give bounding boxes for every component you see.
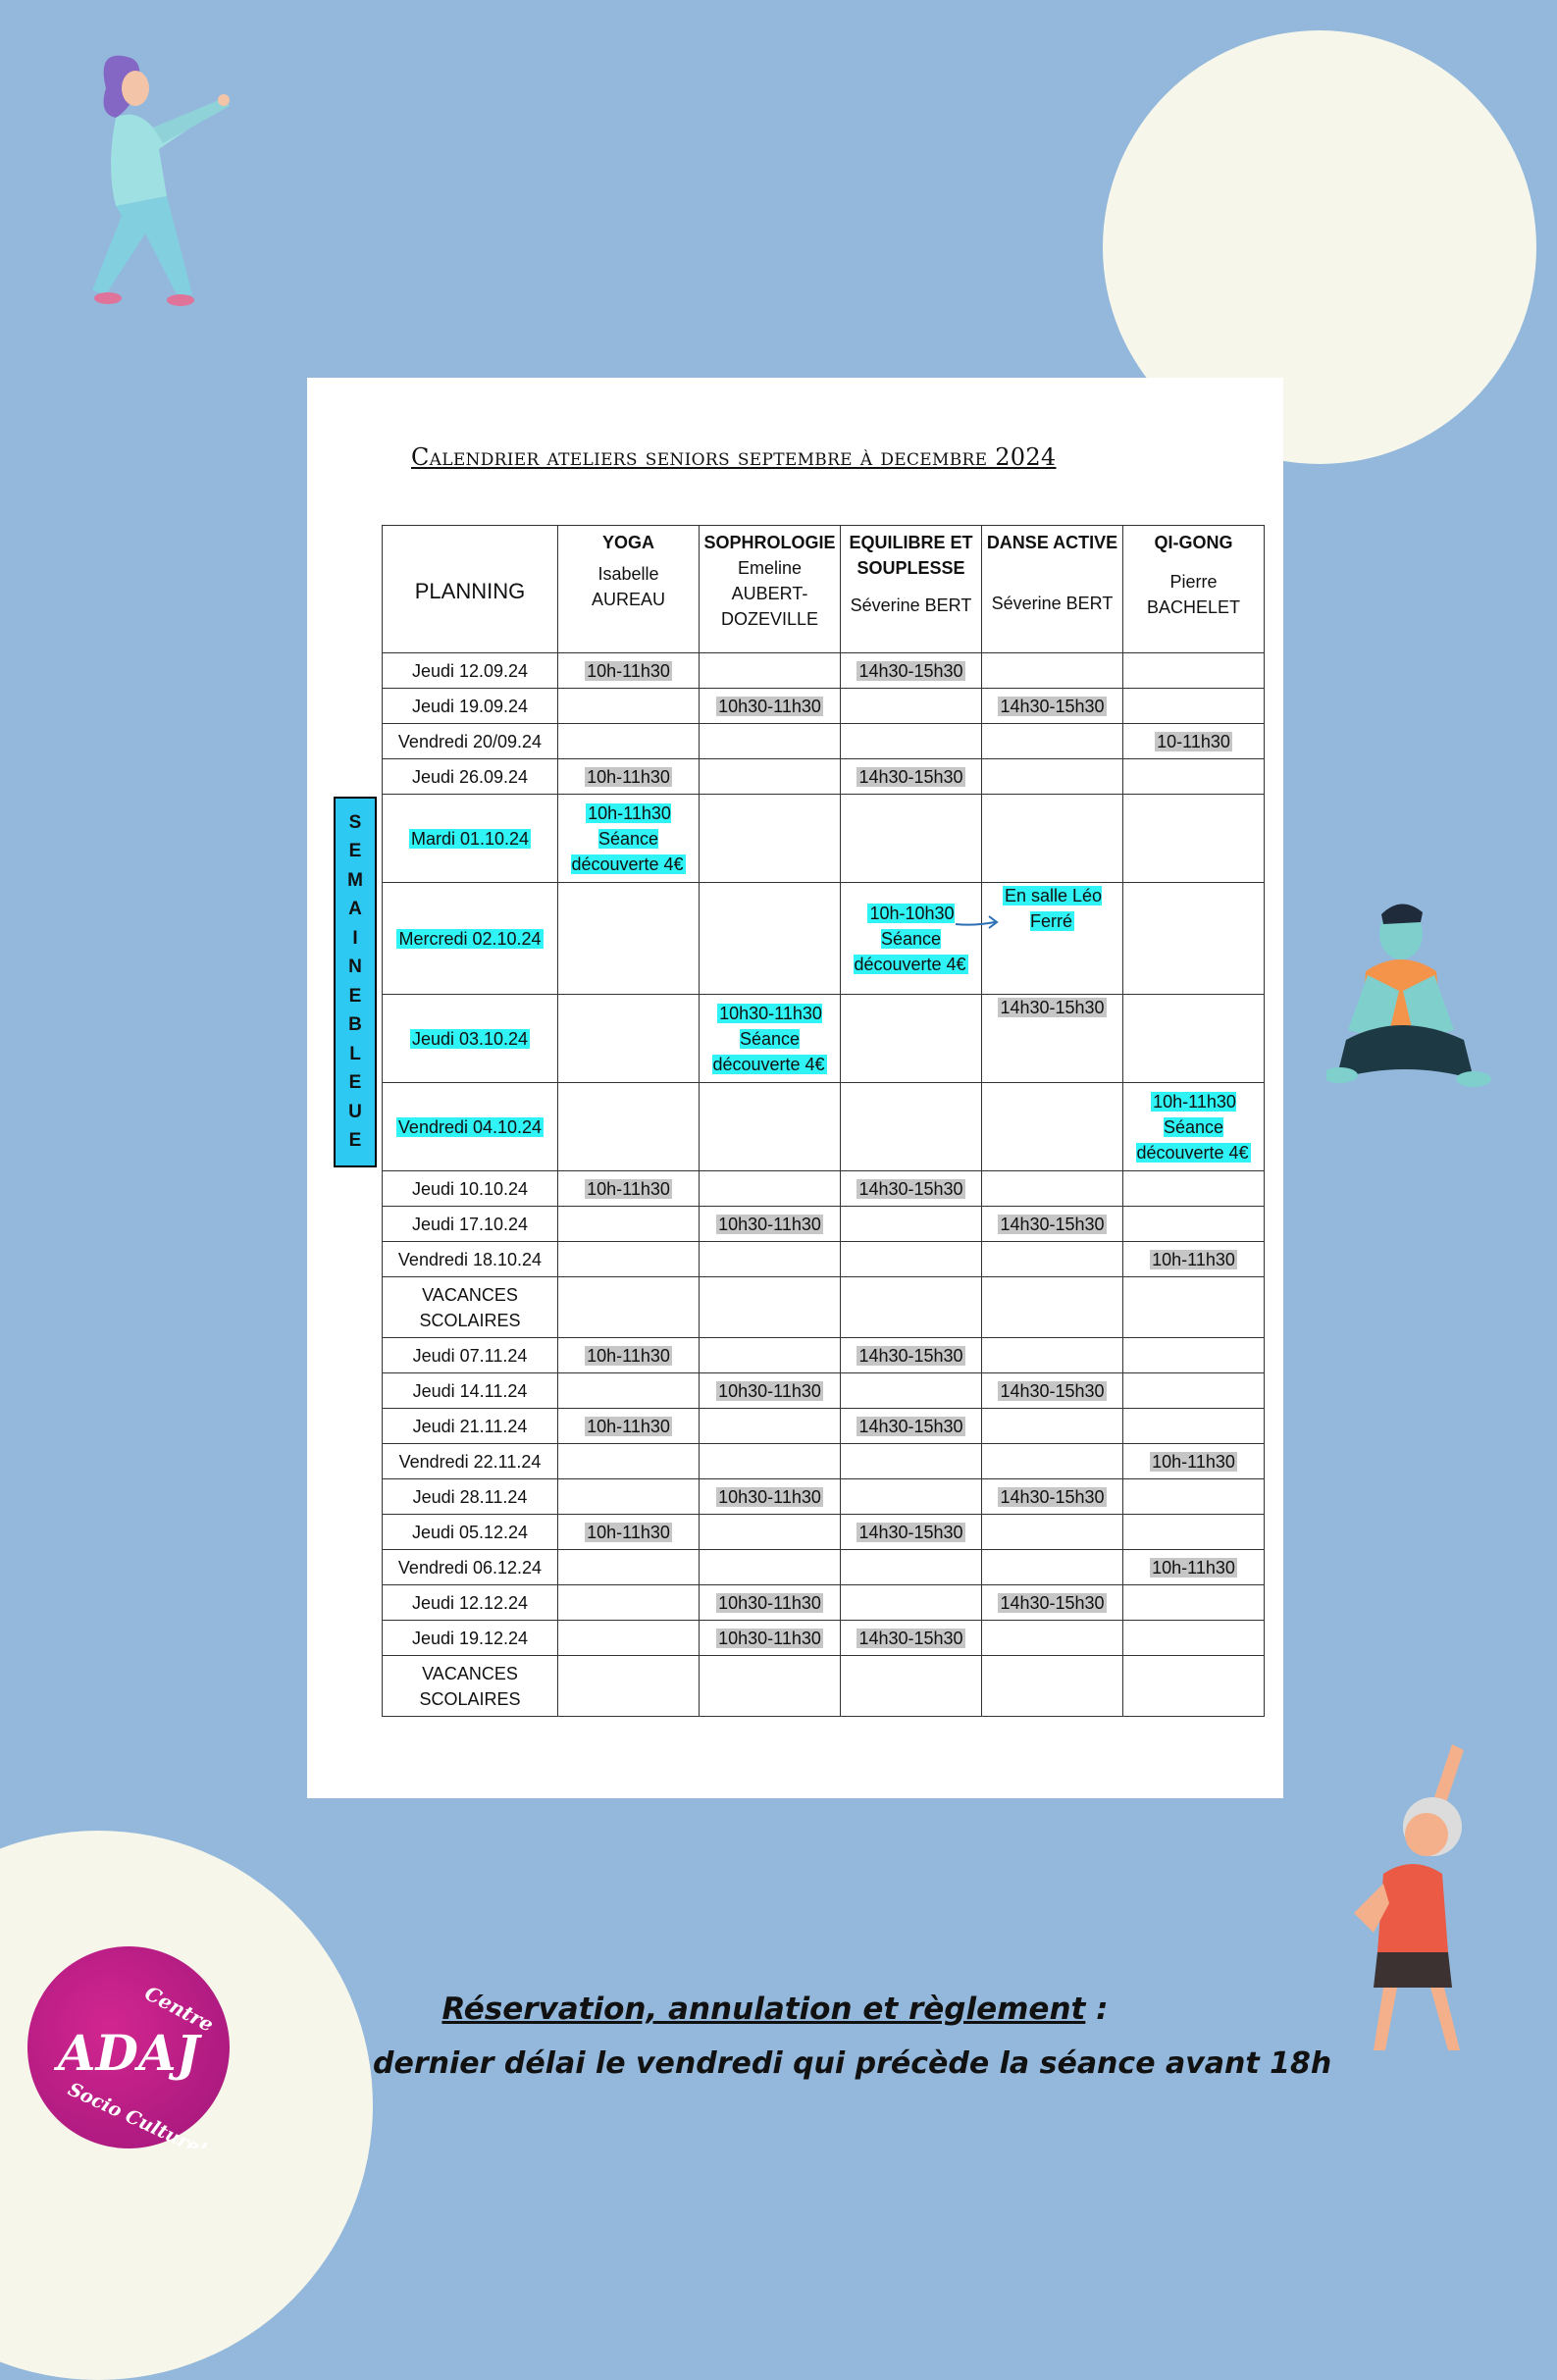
session-cell (982, 1171, 1123, 1207)
table-row (383, 1479, 1265, 1515)
session-cell (982, 1083, 1123, 1171)
session-time: 14h30-15h30 (858, 1178, 963, 1199)
date-cell (383, 724, 558, 759)
header-equilibre (841, 526, 982, 653)
header-danse-label: DANSE ACTIVE (986, 533, 1118, 552)
table-row (383, 1621, 1265, 1656)
session-cell (1123, 1585, 1265, 1621)
session-cell (841, 759, 982, 795)
session-cell (982, 1409, 1123, 1444)
header-planning-label: PLANNING (414, 578, 526, 603)
semaine-bleue-letter: E (348, 1130, 362, 1152)
session-cell (841, 1656, 982, 1717)
session-cell (1123, 759, 1265, 795)
session-time: 10-11h30 (1157, 731, 1230, 751)
session-cell (1123, 995, 1265, 1083)
table-row (383, 1585, 1265, 1621)
session-cell (700, 1207, 841, 1242)
session-cell (558, 1338, 700, 1373)
session-cell (982, 1373, 1123, 1409)
session-time: 10h-11h30 Séance découverte 4€ (1136, 1091, 1249, 1163)
semaine-bleue-letter: B (348, 1014, 362, 1036)
session-cell (841, 1207, 982, 1242)
table-row (383, 1550, 1265, 1585)
date-cell (383, 689, 558, 724)
header-planning (383, 526, 558, 653)
session-cell (982, 1338, 1123, 1373)
header-qigong-instructor: Pierre BACHELET (1146, 572, 1241, 617)
session-cell (700, 1550, 841, 1585)
session-cell (982, 1515, 1123, 1550)
session-time: 10h30-11h30 (718, 1592, 821, 1613)
semaine-bleue-letter: I (352, 927, 358, 949)
session-cell (1123, 1550, 1265, 1585)
session-cell (841, 1171, 982, 1207)
session-cell (700, 1242, 841, 1277)
session-time: 10h-11h30 (587, 660, 670, 681)
session-cell (558, 1277, 700, 1338)
footer-deadline: dernier délai le vendredi qui précède la séance avant 18h (373, 2046, 1332, 2081)
table-row (383, 1515, 1265, 1550)
date-label: Jeudi 03.10.24 (411, 1028, 529, 1049)
session-cell (841, 1242, 982, 1277)
schedule-table (382, 525, 1265, 1717)
header-yoga-instructor: Isabelle AUREAU (591, 564, 665, 609)
session-cell (1123, 1656, 1265, 1717)
date-cell (383, 795, 558, 883)
session-cell (982, 1277, 1123, 1338)
session-cell (841, 1409, 982, 1444)
date-cell (383, 1373, 558, 1409)
session-cell (1123, 689, 1265, 724)
session-time: 10h30-11h30 Séance découverte 4€ (712, 1003, 825, 1074)
table-row (383, 1656, 1265, 1717)
header-sophrologie-label: SOPHROLOGIE (703, 533, 836, 552)
session-cell (982, 1207, 1123, 1242)
session-cell (1123, 1409, 1265, 1444)
session-cell (982, 1242, 1123, 1277)
session-cell (700, 1444, 841, 1479)
date-cell (383, 1409, 558, 1444)
session-cell (982, 1479, 1123, 1515)
table-row (383, 1373, 1265, 1409)
date-label: Jeudi 12.09.24 (411, 660, 529, 681)
session-time: 14h30-15h30 (858, 660, 963, 681)
session-time: 14h30-15h30 (858, 1522, 963, 1542)
date-label: VACANCES SCOLAIRES (419, 1663, 521, 1709)
session-cell (1123, 1621, 1265, 1656)
senior-woman-stretching-illustration (1315, 1736, 1491, 2070)
semaine-bleue-letter: E (348, 841, 362, 862)
semaine-bleue-letter: A (348, 899, 362, 920)
session-cell (841, 689, 982, 724)
semaine-bleue-label (334, 797, 377, 1167)
session-cell (700, 1515, 841, 1550)
table-row (383, 1338, 1265, 1373)
header-yoga (558, 526, 700, 653)
header-qigong (1123, 526, 1265, 653)
table-row (383, 1171, 1265, 1207)
session-time: 10h-11h30 (587, 1522, 670, 1542)
session-cell (1123, 1338, 1265, 1373)
session-cell (558, 724, 700, 759)
header-yoga-label: YOGA (601, 533, 654, 552)
date-label: VACANCES SCOLAIRES (419, 1284, 521, 1330)
session-time: 10h30-11h30 (718, 1214, 821, 1234)
table-row (383, 995, 1265, 1083)
header-qigong-label: QI-GONG (1154, 533, 1233, 552)
session-cell (558, 995, 700, 1083)
session-cell (982, 1585, 1123, 1621)
date-label: Jeudi 19.12.24 (411, 1628, 529, 1648)
session-time: 14h30-15h30 (1000, 1214, 1105, 1234)
date-label: Jeudi 05.12.24 (411, 1522, 529, 1542)
header-danse-instructor: Séverine BERT (991, 594, 1114, 613)
session-cell (558, 1373, 700, 1409)
session-cell (700, 1338, 841, 1373)
session-cell (700, 689, 841, 724)
session-cell (1123, 1242, 1265, 1277)
table-row (383, 1083, 1265, 1171)
session-cell (982, 653, 1123, 689)
date-cell (383, 1550, 558, 1585)
session-cell (982, 1656, 1123, 1717)
session-cell (558, 689, 700, 724)
session-cell (558, 1444, 700, 1479)
date-label: Jeudi 26.09.24 (411, 766, 529, 787)
table-row (383, 653, 1265, 689)
adaj-logo-mark (27, 1946, 230, 2148)
session-cell (841, 1621, 982, 1656)
logo-text-mark: ADAJ (57, 2024, 200, 2082)
session-cell (1123, 1479, 1265, 1515)
session-cell (558, 1242, 700, 1277)
semaine-bleue-letter: U (348, 1101, 362, 1122)
session-cell (700, 1373, 841, 1409)
date-label: Jeudi 10.10.24 (411, 1178, 529, 1199)
session-cell (700, 1621, 841, 1656)
date-cell (383, 1621, 558, 1656)
header-row (383, 526, 1265, 653)
session-time: 10h30-11h30 (718, 1380, 821, 1401)
session-time: 10h-11h30 (587, 1416, 670, 1436)
date-cell (383, 1656, 558, 1717)
session-time: 10h-11h30 (1152, 1249, 1235, 1269)
session-cell (700, 1083, 841, 1171)
date-label: Mercredi 02.10.24 (398, 928, 542, 949)
session-cell (700, 1171, 841, 1207)
date-label: Jeudi 07.11.24 (412, 1345, 528, 1366)
session-cell (700, 724, 841, 759)
footer-heading-text: Réservation, annulation et règlement (441, 1992, 1086, 2027)
semaine-bleue-letter: S (348, 811, 362, 833)
session-cell (700, 883, 841, 995)
session-cell (700, 795, 841, 883)
session-cell (1123, 1373, 1265, 1409)
session-cell (700, 653, 841, 689)
footer-heading (432, 1992, 1118, 2027)
date-label: Jeudi 12.12.24 (411, 1592, 529, 1613)
session-cell (982, 724, 1123, 759)
session-cell (558, 1171, 700, 1207)
footer-heading-suffix: : (1085, 1992, 1109, 2027)
session-cell (558, 795, 700, 883)
session-time: 10h-10h30 Séance découverte 4€ (854, 903, 966, 974)
session-cell (558, 653, 700, 689)
semaine-bleue-letter: E (348, 985, 362, 1007)
session-cell (1123, 1277, 1265, 1338)
session-cell (558, 1479, 700, 1515)
date-label: Jeudi 28.11.24 (412, 1486, 528, 1507)
header-sophrologie-instructor: Emeline AUBERT-DOZEVILLE (720, 558, 819, 629)
session-cell (841, 1277, 982, 1338)
session-cell (558, 1515, 700, 1550)
session-time: 10h-11h30 Séance découverte 4€ (571, 802, 684, 874)
session-cell (1123, 724, 1265, 759)
session-cell (841, 795, 982, 883)
table-row (383, 883, 1265, 995)
session-cell (1123, 795, 1265, 883)
session-time: 10h30-11h30 (718, 1628, 821, 1648)
session-time: 14h30-15h30 (858, 1345, 963, 1366)
header-danse (982, 526, 1123, 653)
table-row (383, 1409, 1265, 1444)
session-time: 14h30-15h30 (1000, 1592, 1105, 1613)
session-cell (1123, 1171, 1265, 1207)
session-time: 10h-11h30 (587, 1178, 670, 1199)
date-label: Vendredi 22.11.24 (398, 1451, 542, 1472)
header-equilibre-label: EQUILIBRE ET SOUPLESSE (849, 533, 973, 578)
semaine-bleue-letter: N (348, 957, 362, 978)
session-cell (558, 1585, 700, 1621)
session-cell (982, 689, 1123, 724)
table-row (383, 1444, 1265, 1479)
session-time: 14h30-15h30 (1000, 1380, 1105, 1401)
session-cell (700, 1479, 841, 1515)
date-cell (383, 1242, 558, 1277)
session-cell (558, 1207, 700, 1242)
session-cell (1123, 1207, 1265, 1242)
session-time: 14h30-15h30 (1000, 696, 1105, 716)
session-cell (700, 1656, 841, 1717)
session-cell (982, 795, 1123, 883)
session-cell (841, 1373, 982, 1409)
page-title: Calendrier ateliers seniors septembre à decembre 2024 (411, 443, 1057, 471)
session-cell (700, 995, 841, 1083)
session-cell (841, 1338, 982, 1373)
date-label: Jeudi 19.09.24 (411, 696, 529, 716)
table-row (383, 1207, 1265, 1242)
session-cell (1123, 883, 1265, 995)
date-cell (383, 1479, 558, 1515)
date-cell (383, 759, 558, 795)
header-sophrologie (700, 526, 841, 653)
table-row (383, 759, 1265, 795)
session-cell (841, 653, 982, 689)
table-row (383, 1277, 1265, 1338)
session-cell (982, 759, 1123, 795)
session-cell (841, 995, 982, 1083)
session-cell (1123, 1515, 1265, 1550)
table-row (383, 689, 1265, 724)
header-equilibre-instructor: Séverine BERT (850, 595, 972, 615)
session-cell (700, 1409, 841, 1444)
semaine-bleue-letter: L (349, 1043, 361, 1064)
session-cell (982, 883, 1123, 995)
session-cell (841, 1585, 982, 1621)
woman-taichi-illustration (77, 49, 234, 314)
session-cell (700, 759, 841, 795)
date-cell (383, 995, 558, 1083)
session-cell (558, 1621, 700, 1656)
date-cell (383, 1083, 558, 1171)
session-time: 10h30-11h30 (718, 1486, 821, 1507)
session-cell (1123, 1083, 1265, 1171)
session-cell (841, 883, 982, 995)
session-cell (982, 1621, 1123, 1656)
session-time: 14h30-15h30 (858, 766, 963, 787)
adaj-logo (27, 1946, 230, 2148)
session-time: 10h-11h30 (587, 1345, 670, 1366)
date-cell (383, 1171, 558, 1207)
date-label: Vendredi 18.10.24 (397, 1249, 543, 1269)
session-cell (558, 1409, 700, 1444)
session-cell (841, 1444, 982, 1479)
date-label: Jeudi 14.11.24 (412, 1380, 528, 1401)
date-cell (383, 1444, 558, 1479)
session-cell (982, 995, 1123, 1083)
session-cell (700, 1277, 841, 1338)
session-time: 10h-11h30 (1152, 1451, 1235, 1472)
date-cell (383, 1207, 558, 1242)
table-row (383, 1242, 1265, 1277)
date-label: Jeudi 21.11.24 (412, 1416, 528, 1436)
date-label: Vendredi 20/09.24 (397, 731, 543, 751)
session-cell (558, 883, 700, 995)
table-row (383, 724, 1265, 759)
date-cell (383, 883, 558, 995)
session-cell (558, 759, 700, 795)
session-cell (558, 1083, 700, 1171)
session-cell (558, 1550, 700, 1585)
arrow-icon (954, 913, 1003, 933)
date-cell (383, 1338, 558, 1373)
session-cell (558, 1656, 700, 1717)
date-label: Mardi 01.10.24 (410, 828, 530, 849)
session-time: 14h30-15h30 (1000, 1486, 1105, 1507)
session-cell (841, 724, 982, 759)
session-cell (982, 1444, 1123, 1479)
session-time: 14h30-15h30 (858, 1628, 963, 1648)
session-time: 10h-11h30 (587, 766, 670, 787)
session-cell (841, 1083, 982, 1171)
session-time: En salle Léo Ferré (1004, 886, 1103, 931)
session-time: 14h30-15h30 (1000, 998, 1105, 1017)
date-cell (383, 1277, 558, 1338)
date-label: Vendredi 04.10.24 (397, 1116, 543, 1137)
session-cell (841, 1479, 982, 1515)
date-label: Vendredi 06.12.24 (397, 1557, 543, 1578)
date-cell (383, 1515, 558, 1550)
session-cell (841, 1515, 982, 1550)
session-time: 10h-11h30 (1152, 1557, 1235, 1578)
date-cell (383, 653, 558, 689)
session-cell (982, 1550, 1123, 1585)
session-cell (1123, 653, 1265, 689)
session-cell (700, 1585, 841, 1621)
semaine-bleue-letter: E (348, 1072, 362, 1094)
session-time: 10h30-11h30 (718, 696, 821, 716)
man-meditating-illustration (1326, 893, 1503, 1089)
date-label: Jeudi 17.10.24 (411, 1214, 529, 1234)
date-cell (383, 1585, 558, 1621)
table-row (383, 795, 1265, 883)
semaine-bleue-letter: M (347, 869, 363, 891)
session-time: 14h30-15h30 (858, 1416, 963, 1436)
logo-text-bottom: Socio Culturel (64, 2078, 210, 2148)
session-cell (1123, 1444, 1265, 1479)
session-cell (841, 1550, 982, 1585)
logo-text-top: Centre (140, 1981, 218, 2037)
